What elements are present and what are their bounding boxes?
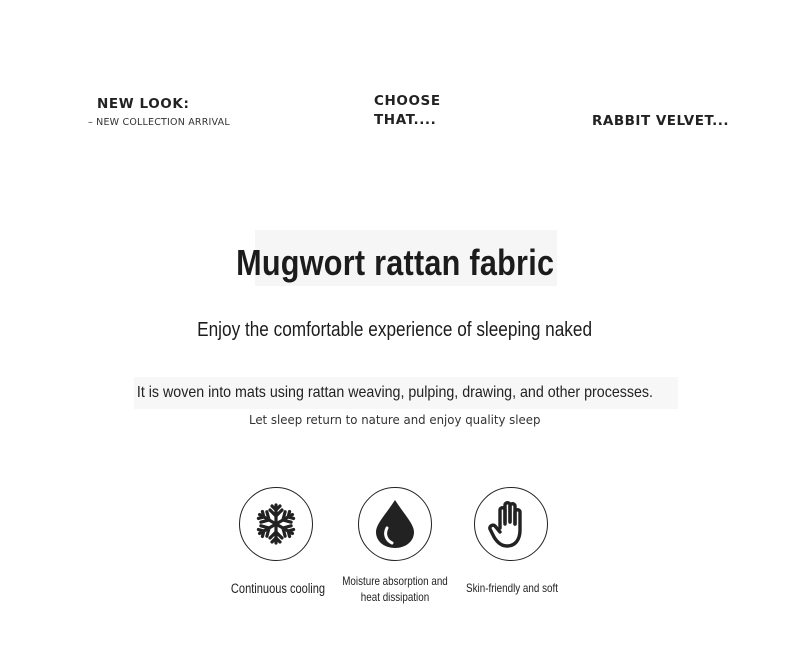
choose-line-1: CHOOSE (374, 93, 441, 109)
feature-label-moisture-line2: heat dissipation (360, 590, 430, 604)
choose-that-heading[interactable] (374, 92, 464, 130)
tagline-text: Let sleep return to nature and enjoy quality sleep (249, 413, 541, 427)
feature-label-skin-friendly: Skin-friendly and soft (466, 581, 558, 595)
feature-label-cooling: Continuous cooling (230, 581, 326, 596)
tagline-container (0, 411, 790, 429)
subheadline-container (0, 316, 790, 344)
hand-icon (474, 487, 548, 561)
choose-line-2: THAT.... (374, 112, 437, 128)
new-collection-subtitle: – NEW COLLECTION ARRIVAL (88, 117, 230, 128)
headline-container (0, 226, 790, 300)
new-look-title[interactable]: NEW LOOK: (97, 96, 190, 112)
rabbit-velvet-heading[interactable]: RABBIT VELVET... (592, 113, 729, 129)
water-drop-icon (358, 487, 432, 561)
page-title: Mugwort rattan fabric (235, 242, 555, 283)
subheadline: Enjoy the comfortable experience of sleeping naked (197, 319, 593, 341)
snowflake-icon (239, 487, 313, 561)
feature-label-moisture-line1: Moisture absorption and (342, 574, 448, 588)
feature-label-moisture (338, 573, 453, 605)
description-container (0, 380, 790, 406)
description-text: It is woven into mats using rattan weaving, pulping, drawing, and other processes. (136, 384, 654, 401)
